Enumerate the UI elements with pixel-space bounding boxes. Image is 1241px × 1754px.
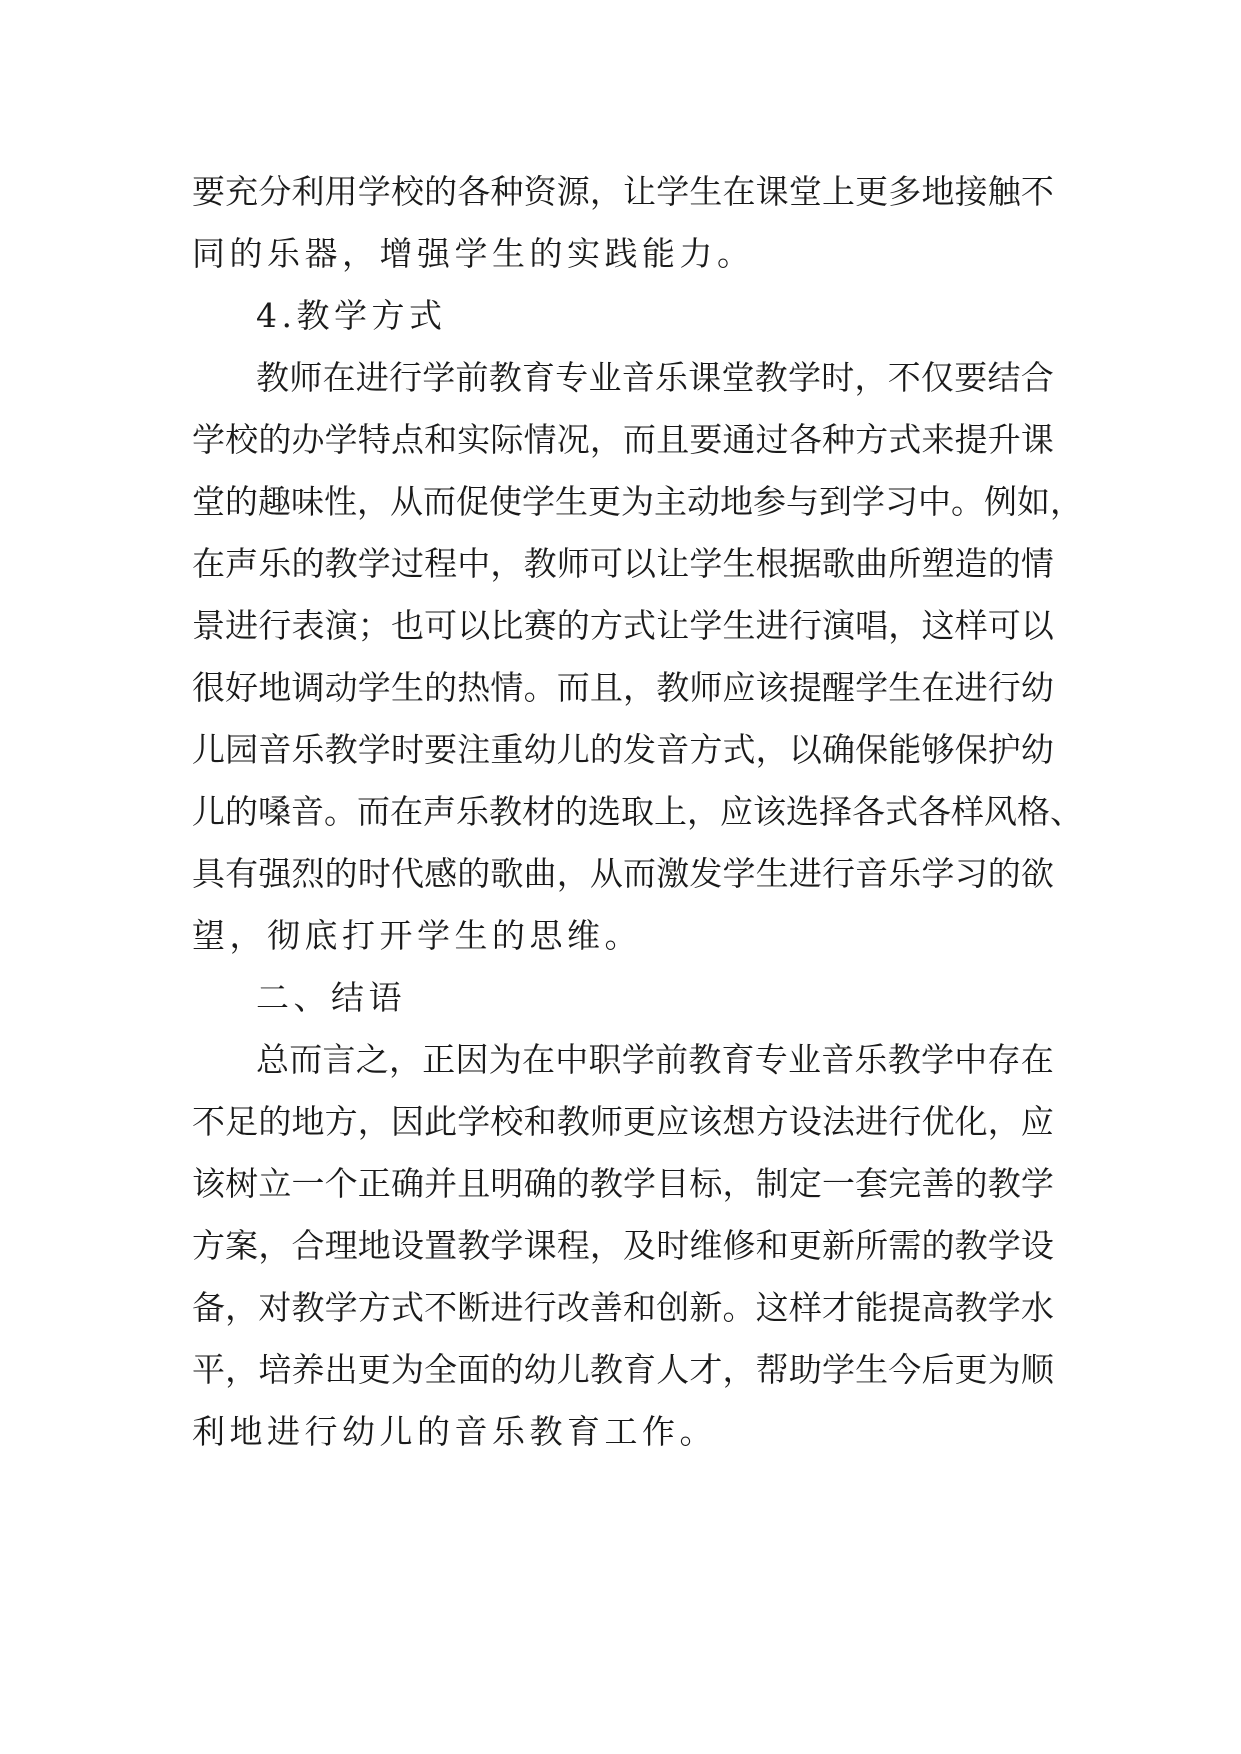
text-line: 该 树 立 一 个 正 确 并 且 明 确 的 教 学 目 标 ， 制 定 一 套 完 善 的 教 学 xyxy=(192,1163,1054,1203)
section-heading: 4.教学方式 xyxy=(256,295,447,335)
text-line: 利地进行幼儿的音乐教育工作。 xyxy=(192,1411,717,1451)
text-line: 不 足 的 地 方 ， 因 此 学 校 和 教 师 更 应 该 想 方 设 法 进 行 优 化 ， 应 xyxy=(192,1101,1054,1141)
text-line: 总 而 言 之 ， 正 因 为 在 中 职 学 前 教 育 专 业 音 乐 教 学 中 存 在 xyxy=(256,1039,1054,1079)
text-line: 学 校 的 办 学 特 点 和 实 际 情 况 ， 而 且 要 通 过 各 种 方 式 来 提 升 课 xyxy=(192,419,1054,459)
text-line: 儿 园 音 乐 教 学 时 要 注 重 幼 儿 的 发 音 方 式 ， 以 确 保 能 够 保 护 幼 xyxy=(192,729,1054,769)
text-line: 堂 的 趣 味 性 ， 从 而 促 使 学 生 更 为 主 动 地 参 与 到 学 习 中 。 例 如 ， xyxy=(192,481,1083,521)
text-line: 同的乐器，增强学生的实践能力。 xyxy=(192,233,755,273)
document-body xyxy=(192,158,1083,1460)
text-line: 儿 的 嗓 音 。 而 在 声 乐 教 材 的 选 取 上 ， 应 该 选 择 各 式 各 样 风 格 、 xyxy=(192,791,1083,831)
text-line: 在 声 乐 的 教 学 过 程 中 ， 教 师 可 以 让 学 生 根 据 歌 曲 所 塑 造 的 情 xyxy=(192,543,1054,583)
section-heading: 二、结语 xyxy=(256,977,406,1017)
text-line: 平 ， 培 养 出 更 为 全 面 的 幼 儿 教 育 人 才 ， 帮 助 学 生 今 后 更 为 顺 xyxy=(192,1349,1054,1389)
text-line: 要 充 分 利 用 学 校 的 各 种 资 源 ， 让 学 生 在 课 堂 上 更 多 地 接 触 不 xyxy=(192,171,1054,211)
text-line: 备 ， 对 教 学 方 式 不 断 进 行 改 善 和 创 新 。 这 样 才 能 提 高 教 学 水 xyxy=(192,1287,1054,1327)
text-line: 教 师 在 进 行 学 前 教 育 专 业 音 乐 课 堂 教 学 时 ， 不 仅 要 结 合 xyxy=(256,357,1054,397)
text-line: 很 好 地 调 动 学 生 的 热 情 。 而 且 ， 教 师 应 该 提 醒 学 生 在 进 行 幼 xyxy=(192,667,1054,707)
text-line: 望，彻底打开学生的思维。 xyxy=(192,915,642,955)
text-line: 具 有 强 烈 的 时 代 感 的 歌 曲 ， 从 而 激 发 学 生 进 行 音 乐 学 习 的 欲 xyxy=(192,853,1054,893)
text-line: 方 案 ， 合 理 地 设 置 教 学 课 程 ， 及 时 维 修 和 更 新 所 需 的 教 学 设 xyxy=(192,1225,1054,1265)
text-line: 景 进 行 表 演 ； 也 可 以 比 赛 的 方 式 让 学 生 进 行 演 唱 ， 这 样 可 以 xyxy=(192,605,1054,645)
